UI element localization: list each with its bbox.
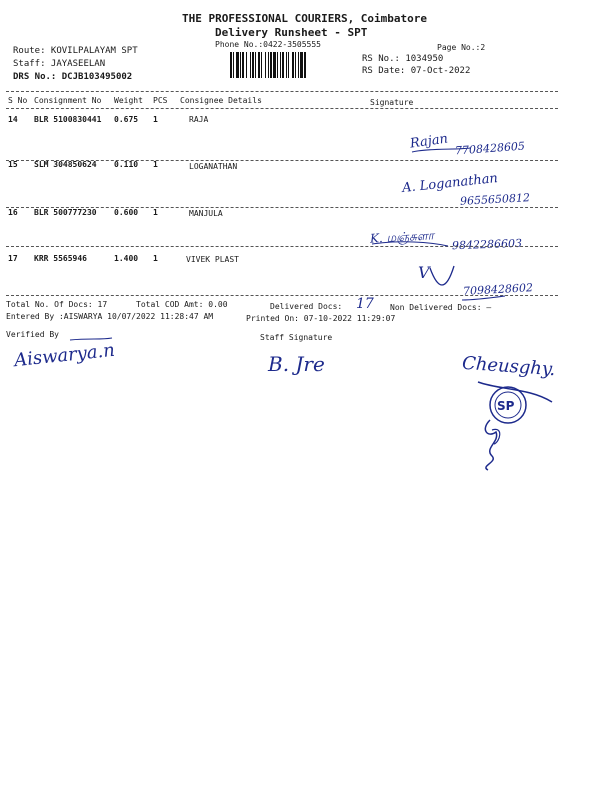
staff-signature: B. Jre: [268, 352, 325, 376]
row-pcs: 1: [153, 254, 158, 263]
row-pcs: 1: [153, 160, 158, 169]
staff-label: Staff: JAYASEELAN: [13, 59, 106, 69]
row-signature-name: Rajan: [409, 131, 449, 152]
row-consignment: KRR 5565946: [34, 254, 87, 263]
manager-signature: Cheusghy.: [461, 352, 557, 381]
drs-number: DRS No.: DCJB103495002: [13, 72, 133, 82]
col-pcs: PCS: [153, 96, 168, 105]
col-consignment: Consignment No: [34, 96, 102, 105]
rs-date: RS Date: 07-Oct-2022: [362, 66, 471, 76]
page-number: Page No.:2: [437, 43, 486, 52]
printed-on: Printed On: 07-10-2022 11:29:07: [246, 314, 396, 323]
row-pcs: 1: [153, 115, 158, 124]
row-signature-phone: 7098428602: [462, 281, 534, 298]
route-label: Route: KOVILPALAYAM SPT: [13, 46, 138, 56]
col-signature: Signature: [370, 98, 414, 107]
row-weight: 0.110: [114, 160, 139, 169]
row-weight: 0.675: [114, 115, 139, 124]
row-pcs: 1: [153, 208, 158, 217]
entered-by: Entered By :AISWARYA 10/07/2022 11:28:47 AM: [6, 312, 214, 321]
col-consignee: Consignee Details: [180, 96, 262, 105]
row-consignment: BLR 5100830441: [34, 115, 102, 124]
document-title: Delivery Runsheet - SPT: [215, 26, 368, 39]
delivered-count: 17: [356, 296, 374, 312]
delivered-label: Delivered Docs:: [270, 302, 343, 311]
row-sno: 14: [8, 115, 18, 124]
col-weight: Weight: [114, 96, 143, 105]
row-signature-phone: 9655650812: [459, 191, 531, 208]
row-consignee: LOGANATHAN: [189, 162, 238, 171]
phone-number: Phone No.:0422-3505555: [215, 40, 321, 49]
total-docs: Total No. Of Docs: 17: [6, 300, 108, 309]
verified-signature: Aiswarya.n: [13, 339, 116, 372]
non-delivered: Non Delivered Docs: —: [390, 303, 492, 312]
row-consignee: MANJULA: [189, 209, 223, 218]
verified-by-label: Verified By: [6, 330, 59, 339]
row-sno: 15: [8, 160, 18, 169]
row-signature-name: A. Loganathan: [401, 171, 499, 196]
row-weight: 1.400: [114, 254, 139, 263]
svg-text:SP: SP: [497, 399, 515, 413]
company-name: THE PROFESSIONAL COURIERS, Coimbatore: [182, 12, 428, 25]
row-consignment: BLR 500777230: [34, 208, 97, 217]
row-consignment: SLM 304850624: [34, 160, 97, 169]
row-consignee: VIVEK PLAST: [186, 255, 239, 264]
row-sno: 17: [8, 254, 18, 263]
col-sno: S No: [8, 96, 28, 105]
total-cod: Total COD Amt: 0.00: [136, 300, 228, 309]
row-weight: 0.600: [114, 208, 139, 217]
row-signature-phone: 9842286603: [451, 236, 523, 253]
row-signature-phone: 7708428605: [454, 139, 526, 158]
row-sno: 16: [8, 208, 18, 217]
rs-number: RS No.: 1034950: [362, 54, 444, 64]
row-signature-name: K. மஞ்சுளா: [369, 228, 435, 246]
row-signature-name: V: [418, 263, 430, 282]
row-consignee: RAJA: [189, 115, 209, 124]
staff-signature-label: Staff Signature: [260, 333, 333, 342]
